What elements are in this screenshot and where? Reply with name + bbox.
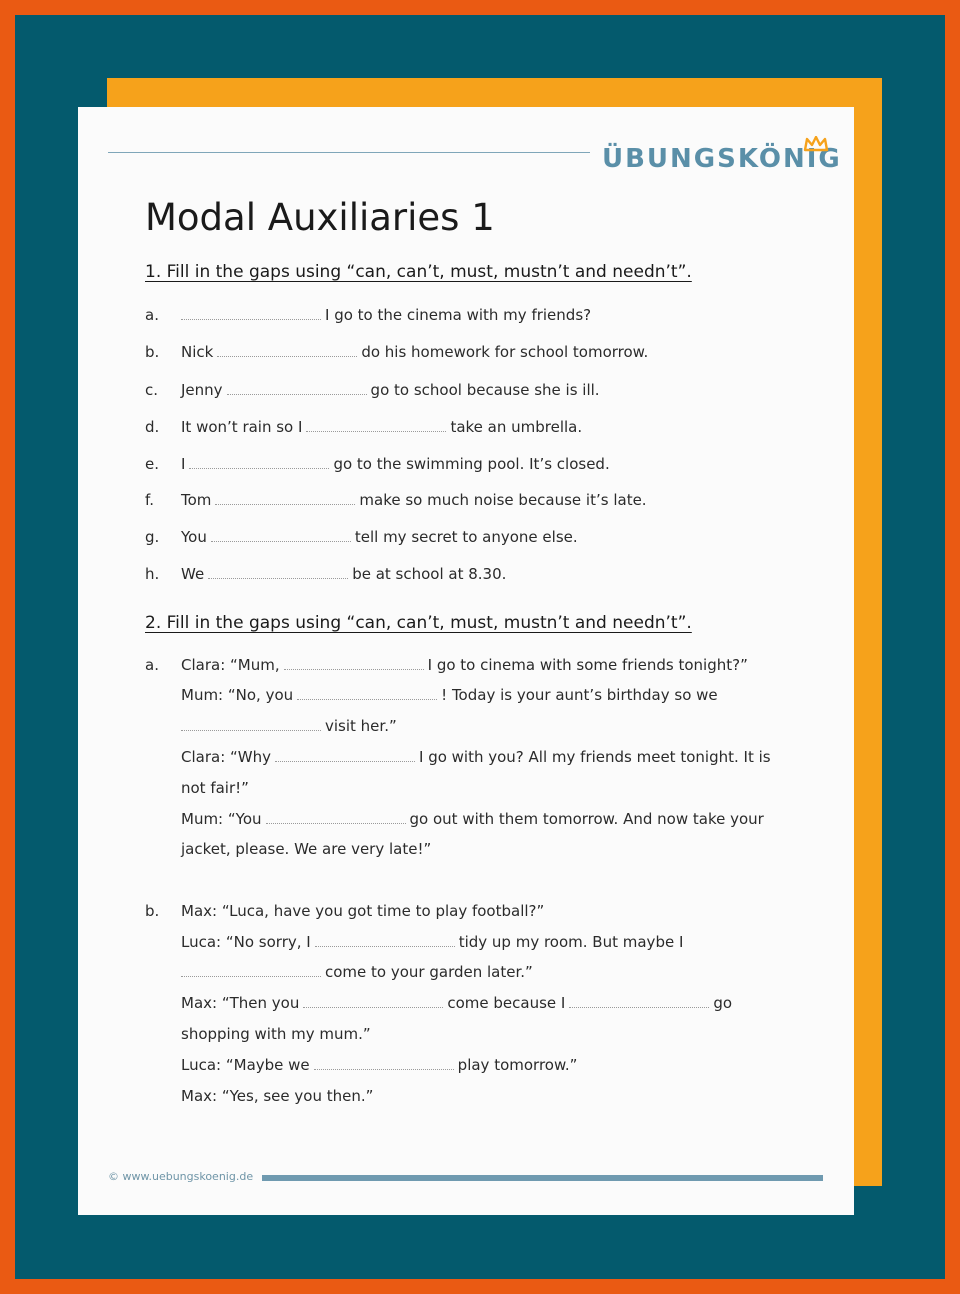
dialogue-text: ! Today is your aunt’s birthday so we (441, 686, 718, 704)
item-text-after: go to the swimming pool. It’s closed. (333, 455, 610, 473)
item-text-after: tell my secret to anyone else. (354, 528, 578, 546)
footer-bar (262, 1175, 823, 1181)
answer-blank[interactable] (189, 454, 329, 469)
dialogue-b-line-4 (181, 992, 732, 1014)
answer-blank[interactable] (227, 380, 367, 395)
brand-logo: ÜBUNGSKÖNIG (602, 144, 842, 174)
answer-blank[interactable] (215, 490, 355, 505)
page-title: Modal Auxiliaries 1 (145, 196, 495, 239)
footer-copyright-link[interactable]: © www.uebungskoenig.de (108, 1170, 254, 1183)
answer-blank[interactable] (314, 1055, 454, 1070)
answer-blank[interactable] (217, 342, 357, 357)
answer-blank[interactable] (266, 809, 406, 824)
answer-blank[interactable] (569, 993, 709, 1008)
item-text-before: I (181, 455, 186, 473)
item-text-after: do his homework for school tomorrow. (361, 343, 649, 361)
answer-blank[interactable] (181, 305, 321, 320)
dialogue-text: go out with them tomorrow. And now take your (409, 810, 764, 828)
dialogue-text: Luca: “Maybe we (181, 1056, 310, 1074)
item-text-after: make so much noise because it’s late. (359, 491, 647, 509)
dialogue-b-line-6 (181, 1054, 577, 1076)
dialogue-letter-b: b. (145, 902, 160, 920)
answer-blank[interactable] (303, 993, 443, 1008)
item-letter: d. (145, 418, 160, 436)
answer-blank[interactable] (306, 417, 446, 432)
dialogue-a-line-6 (181, 808, 764, 830)
answer-blank[interactable] (297, 685, 437, 700)
item-text-before: You (181, 528, 207, 546)
crown-icon (803, 136, 829, 152)
item-text-after: be at school at 8.30. (352, 565, 507, 583)
item-letter: c. (145, 381, 159, 399)
item-text-before: We (181, 565, 205, 583)
dialogue-text: Mum: “You (181, 810, 262, 828)
dialogue-text: Luca: “No sorry, I (181, 933, 311, 951)
dialogue-text: Clara: “Mum, (181, 656, 280, 674)
item-text-before: Tom (181, 491, 212, 509)
answer-blank[interactable] (211, 527, 351, 542)
item-letter: b. (145, 343, 160, 361)
dialogue-text: Clara: “Why (181, 748, 271, 766)
answer-blank[interactable] (284, 655, 424, 670)
dialogue-a-line-5: not fair!” (181, 779, 249, 797)
dialogue-text: Mum: “No, you (181, 686, 294, 704)
exercise-1-heading: 1. Fill in the gaps using “can, can’t, must, mustn’t and needn’t”. (145, 262, 692, 282)
item-text-before: Nick (181, 343, 214, 361)
dialogue-b-line-2 (181, 931, 683, 953)
answer-blank[interactable] (208, 564, 348, 579)
header-rule (108, 152, 590, 153)
dialogue-a-line-4 (181, 746, 771, 768)
dialogue-a-line-1 (181, 654, 748, 676)
item-text-after: go to school because she is ill. (370, 381, 600, 399)
answer-blank[interactable] (315, 932, 455, 947)
dialogue-text: tidy up my room. But maybe I (458, 933, 684, 951)
item-letter: e. (145, 455, 159, 473)
dialogue-text: I go to cinema with some friends tonight?” (427, 656, 748, 674)
item-letter: a. (145, 306, 159, 324)
answer-blank[interactable] (275, 747, 415, 762)
item-text-before: Jenny (181, 381, 223, 399)
dialogue-text: come because I (447, 994, 566, 1012)
dialogue-text: I go with you? All my friends meet tonight. It is (419, 748, 771, 766)
item-text: I go to the cinema with my friends? (325, 306, 592, 324)
dialogue-text: Max: “Then you (181, 994, 300, 1012)
dialogue-letter-a: a. (145, 656, 159, 674)
item-text-before: It won’t rain so I (181, 418, 303, 436)
dialogue-b-line-7: Max: “Yes, see you then.” (181, 1087, 374, 1105)
answer-blank[interactable] (181, 962, 321, 977)
dialogue-b-line-3 (181, 961, 533, 983)
dialogue-text: visit her.” (325, 717, 397, 735)
dialogue-a-line-7: jacket, please. We are very late!” (181, 840, 432, 858)
dialogue-text: come to your garden later.” (325, 963, 533, 981)
exercise-2-heading: 2. Fill in the gaps using “can, can’t, must, mustn’t and needn’t”. (145, 613, 692, 633)
dialogue-text: play tomorrow.” (457, 1056, 578, 1074)
item-letter: h. (145, 565, 160, 583)
dialogue-a-line-2 (181, 684, 718, 706)
dialogue-b-line-5: shopping with my mum.” (181, 1025, 371, 1043)
dialogue-b-line-1: Max: “Luca, have you got time to play football?” (181, 902, 545, 920)
item-letter: g. (145, 528, 160, 546)
answer-blank[interactable] (181, 716, 321, 731)
dialogue-text: go (713, 994, 733, 1012)
item-text-after: take an umbrella. (450, 418, 583, 436)
item-letter: f. (145, 491, 154, 509)
dialogue-a-line-3 (181, 715, 397, 737)
